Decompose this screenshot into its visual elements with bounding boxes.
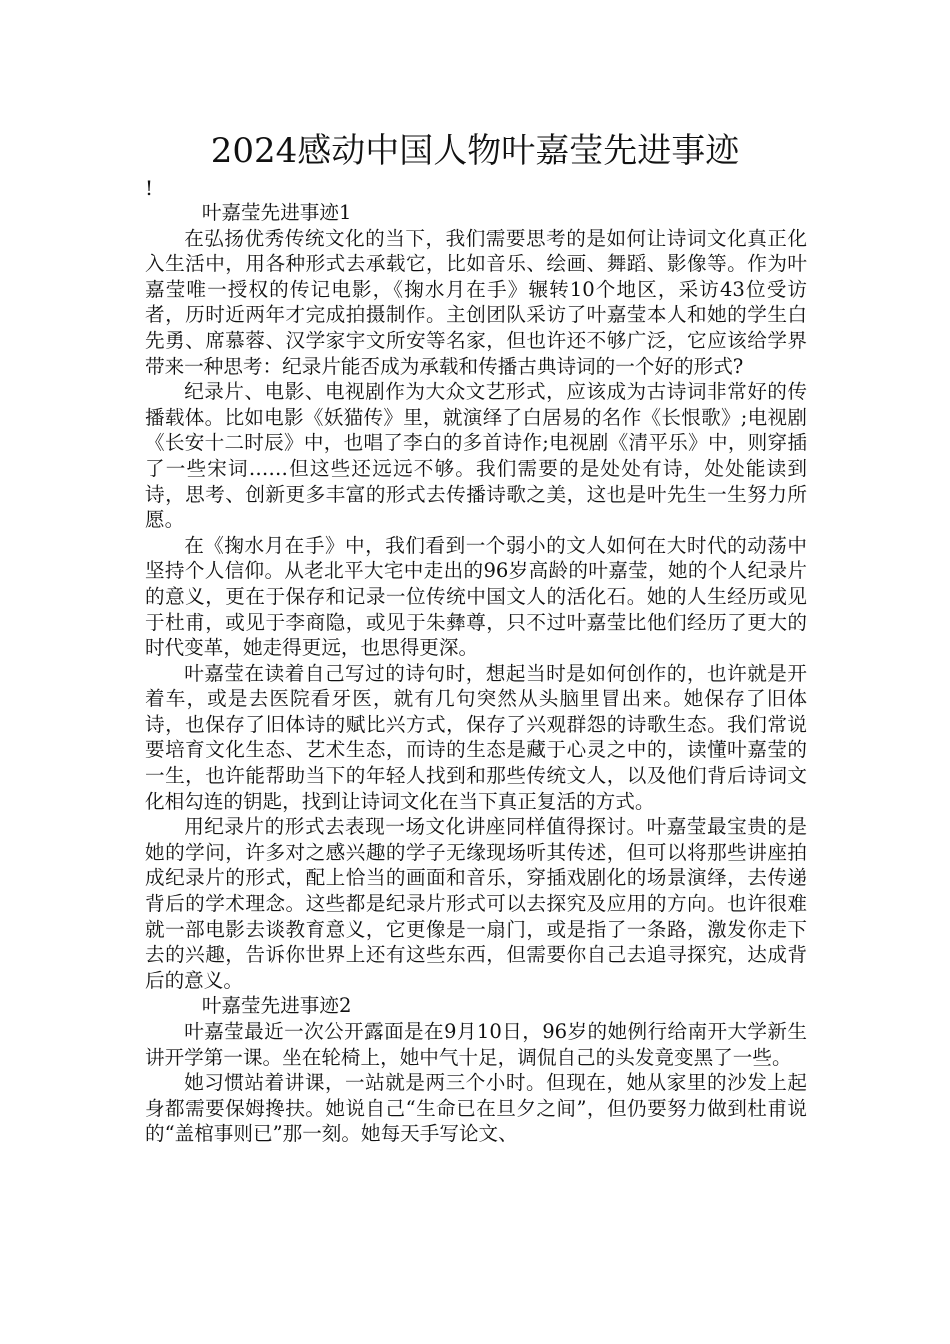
section-heading-1: 叶嘉莹先进事迹1 bbox=[201, 201, 352, 224]
body-paragraph: 叶嘉莹最近一次公开露面是在9月10日，96岁的她例行给南开大学新生讲开学第一课。坐在轮椅上，她中气十足，调侃自己的头发竟变黑了一些。 bbox=[145, 1020, 807, 1069]
section-heading-2: 叶嘉莹先进事迹2 bbox=[201, 994, 352, 1018]
body-paragraph: 她习惯站着讲课，一站就是两三个小时。但现在，她从家里的沙发上起身都需要保姆搀扶。她说自己“生命已在旦夕之间”，但仍要努力做到杜甫说的“盖棺事则已”那一刻。她每天手写论文、 bbox=[145, 1071, 807, 1146]
body-paragraph: 在《掬水月在手》中，我们看到一个弱小的文人如何在大时代的动荡中坚持个人信仰。从老北平大宅中走出的96岁高龄的叶嘉莹，她的个人纪录片的意义，更在于保存和记录一位传统中国文人的活化石。她的人生经历或见于杜甫，或见于李商隐，或见于朱彝尊，只不过叶嘉莹比他们经历了更大的时代变革，她走得更远，也思得更深。 bbox=[145, 533, 807, 660]
document-body bbox=[145, 200, 807, 1147]
document-title: 2024感动中国人物叶嘉莹先进事迹 bbox=[210, 131, 740, 171]
body-paragraph: 叶嘉莹在读着自己写过的诗句时，想起当时是如何创作的，也许就是开着车，或是去医院看牙医，就有几句突然从头脑里冒出来。她保存了旧体诗，也保存了旧体诗的赋比兴方式，保存了兴观群怨的诗歌生态。我们常说要培育文化生态、艺术生态，而诗的生态是藏于心灵之中的，读懂叶嘉莹的一生，也许能帮助当下的年轻人找到和那些传统文人，以及他们背后诗词文化相勾连的钥匙，找到让诗词文化在当下真正复活的方式。 bbox=[145, 661, 807, 813]
body-paragraph: 在弘扬优秀传统文化的当下，我们需要思考的是如何让诗词文化真正化入生活中，用各种形式去承载它，比如音乐、绘画、舞蹈、影像等。作为叶嘉莹唯一授权的传记电影，《掬水月在手》辗转10个地区，采访43位受访者，历时近两年才完成拍摄制作。主创团队采访了叶嘉莹本人和她的学生白先勇、席慕蓉、汉学家宇文所安等名家，但也许还不够广泛，它应该给学界带来一种思考：纪录片能否成为承载和传播古典诗词的一个好的形式? bbox=[145, 226, 807, 378]
stray-marker: ! bbox=[145, 176, 154, 200]
body-paragraph: 纪录片、电影、电视剧作为大众文艺形式，应该成为古诗词非常好的传播载体。比如电影《妖猫传》里，就演绎了白居易的名作《长恨歌》;电视剧《长安十二时辰》中，也唱了李白的多首诗作;电视剧《清平乐》中，则穿插了一些宋词……但这些还远远不够。我们需要的是处处有诗，处处能读到诗，思考、创新更多丰富的形式去传播诗歌之美，这也是叶先生一生努力所愿。 bbox=[145, 380, 807, 532]
body-paragraph: 用纪录片的形式去表现一场文化讲座同样值得探讨。叶嘉莹最宝贵的是她的学问，许多对之感兴趣的学子无缘现场听其传述，但可以将那些讲座拍成纪录片的形式，配上恰当的画面和音乐，穿插戏剧化的场景演绎，去传递背后的学术理念。这些都是纪录片形式可以去探究及应用的方向。也许很难就一部电影去谈教育意义，它更像是一扇门，或是指了一条路，激发你走下去的兴趣，告诉你世界上还有这些东西，但需要你自己去追寻探究，达成背后的意义。 bbox=[145, 815, 807, 992]
